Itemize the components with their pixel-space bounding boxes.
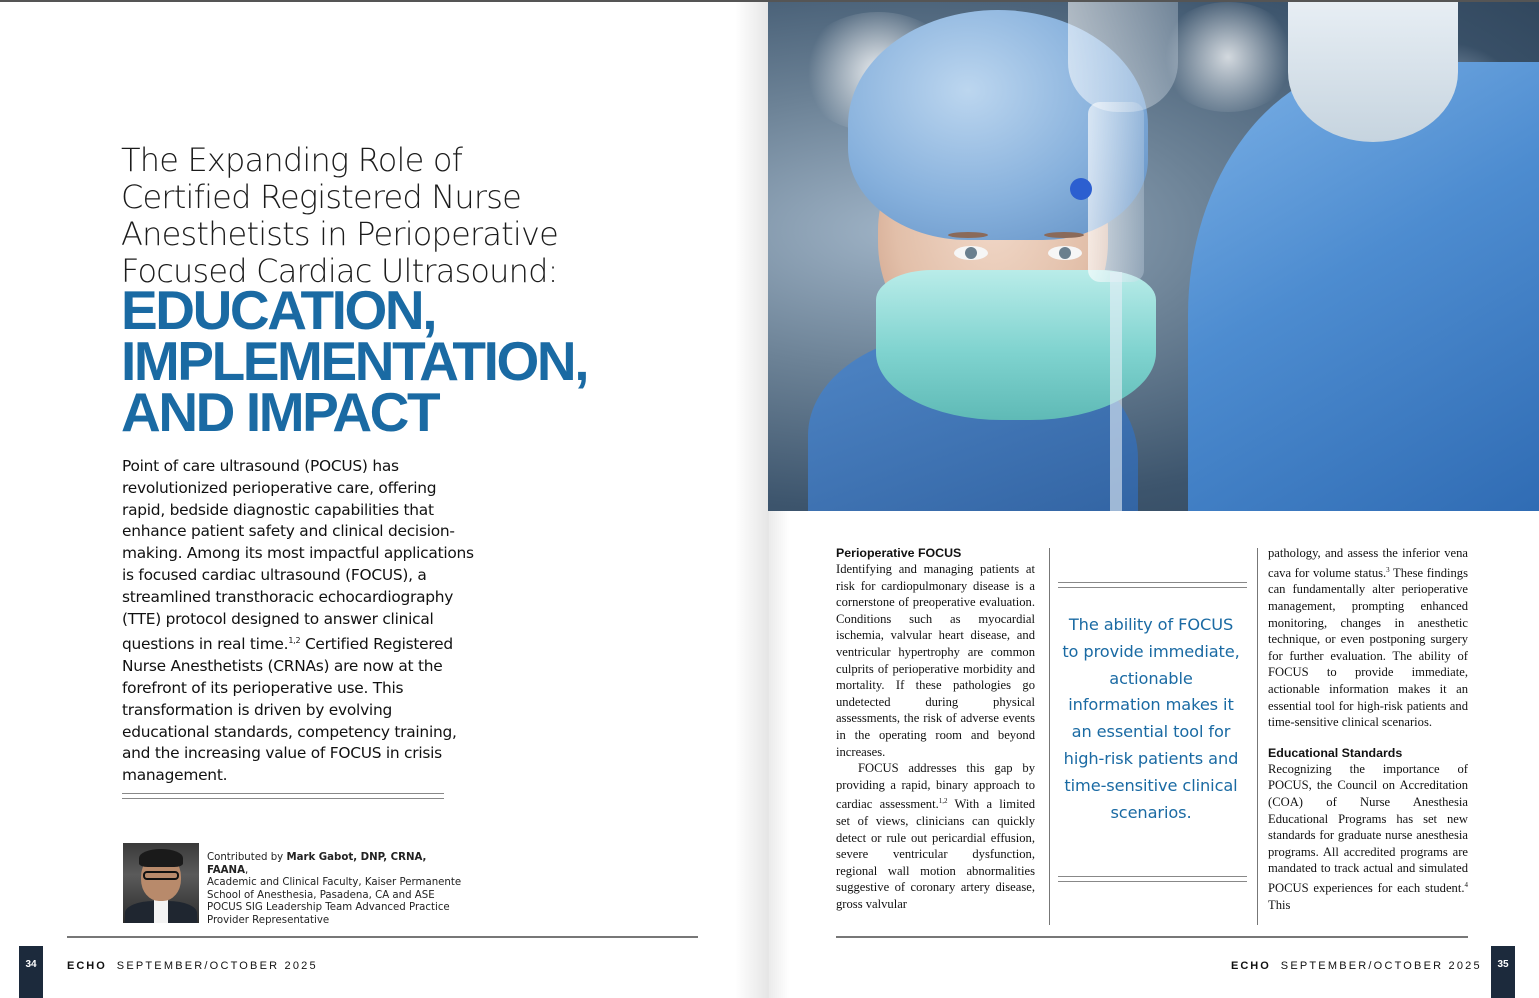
pullquote-rule-top [1058, 582, 1247, 588]
footer-right [1231, 960, 1482, 972]
author-name-suffix: , [244, 864, 249, 876]
photo-light [1158, 2, 1298, 112]
issue-date: SEPTEMBER/OCTOBER 2025 [1280, 960, 1482, 972]
column-divider [1049, 548, 1050, 925]
issue-date: SEPTEMBER/OCTOBER 2025 [116, 960, 318, 972]
page-number-right: 35 [1491, 946, 1515, 998]
subtitle-line: EDUCATION, [121, 279, 436, 341]
title-line: Anesthetists in Perioperative [121, 215, 558, 253]
body-column-1 [836, 545, 1035, 913]
subtitle-line: AND IMPACT [121, 381, 439, 443]
body-text: Recognizing the importance of POCUS, the Council on Accreditation (COA) of Nurse Anesthesia Educational Programs has set new standards for graduate nurse anesthesia programs. All accredited programs are mandated to track actual and simulated POCUS experiences for each student. [1268, 761, 1468, 896]
photo-iv-bag [1068, 2, 1178, 112]
body-column-2 [1268, 545, 1468, 913]
author-name: Mark Gabot, DNP, CRNA, FAANA [207, 852, 427, 876]
photo-iv-tube [1110, 272, 1122, 511]
pullquote-rule-bottom [1058, 876, 1247, 882]
intro-citation: 1,2 [288, 636, 301, 646]
citation: 4 [1464, 880, 1468, 889]
body-text: With a limited set of views, clinicians can quickly detect or rule out pericardial effusion, severe ventricular dysfunction, regional wall motion abnormalities suggestive of coronary artery disease, gross valvular [836, 797, 1035, 912]
body-paragraph [836, 760, 1035, 913]
author-prefix: Contributed by [207, 852, 287, 863]
intro-divider [122, 793, 444, 799]
intro-text-b: Certified Registered Nurse Anesthetists (CRNAs) are now at the forefront of its perioperative use. This transformation is driven by evolving educational standards, competency training, and the increasing value of FOCUS in crisis management. [122, 635, 457, 785]
intro-paragraph [122, 456, 478, 787]
title-line: The Expanding Role of [121, 141, 463, 179]
footer-rule-right [836, 936, 1468, 938]
article-subtitle [121, 279, 661, 443]
magazine-name: ECHO [1231, 960, 1271, 972]
photo-drip-chamber [1088, 102, 1144, 282]
author-affiliation: Academic and Clinical Faculty, Kaiser Permanente School of Anesthesia, Pasadena, CA and ASE POCUS SIG Leadership Team Advanced Practice Provider Representative [207, 877, 462, 926]
body-text: pathology, and assess the inferior vena cava for volume status. [1268, 546, 1468, 580]
photo-eye [954, 246, 988, 260]
author-credit [207, 852, 467, 928]
intro-text-a: Point of care ultrasound (POCUS) has revolutionized perioperative care, offering rapid, bedside diagnostic capabilities that enhance patient safety and clinical decision-making. Among its most impactful applications is focused cardiac ultrasound (FOCUS), a streamlined transthoracic echocardiography (TTE) protocol designed to answer clinical questions in real time. [122, 457, 474, 654]
pull-quote: The ability of FOCUS to provide immediate, actionable information makes it an essential tool for high-risk patients and time-sensitive clinical scenarios. [1062, 615, 1240, 822]
body-text: FOCUS addresses this gap by providing a rapid, binary approach to cardiac assessment. [836, 761, 1035, 812]
body-paragraph: Identifying and managing patients at risk for cardiopulmonary disease is a cornerstone of preoperative evaluation. Conditions such as myocardial ischemia, valvular heart disease, and ventricular hypertrophy are common culprits of perioperative morbidity and mortality. If these pathologies go undetected during physical assessments, the risk of adverse events in the operating room and beyond increases. [836, 562, 1035, 759]
section-heading: Perioperative FOCUS [836, 546, 962, 560]
author-photo-glasses [143, 871, 179, 880]
photo-eye [1048, 246, 1082, 260]
photo-glove [1288, 2, 1458, 142]
nurse-anesthetist-photo [768, 2, 1539, 511]
author-photo-hair [139, 849, 183, 867]
citation: 3 [1386, 565, 1390, 574]
photo-iv-port [1070, 178, 1092, 200]
magazine-name: ECHO [67, 960, 107, 972]
section-heading: Educational Standards [1268, 745, 1403, 760]
column-divider [1257, 548, 1258, 925]
photo-brow [948, 232, 988, 238]
citation: 1,2 [938, 797, 948, 806]
photo-brow [1044, 232, 1084, 238]
footer-rule-left [67, 936, 698, 938]
title-line: Focused Cardiac Ultrasound: [121, 252, 558, 290]
body-paragraph [1268, 545, 1468, 731]
footer-left [67, 960, 318, 972]
page-number-left: 34 [19, 946, 43, 998]
author-photo-shirt [154, 899, 168, 923]
title-line: Certified Registered Nurse [121, 178, 521, 216]
gutter-shadow-left [735, 2, 769, 998]
body-paragraph [1268, 761, 1468, 914]
body-text: These findings can fundamentally alter perioperative management, prompting enhanced monitoring, changes in anesthetic technique, or even postponing surgery for further evaluation. The ability of FOCUS to provide immediate, actionable information makes it an essential tool for high-risk patients and time-sensitive clinical scenarios. [1268, 565, 1468, 730]
author-photo [123, 843, 199, 923]
body-text: This [1268, 897, 1291, 912]
subtitle-line: IMPLEMENTATION, [121, 330, 588, 392]
article-title [121, 142, 641, 290]
